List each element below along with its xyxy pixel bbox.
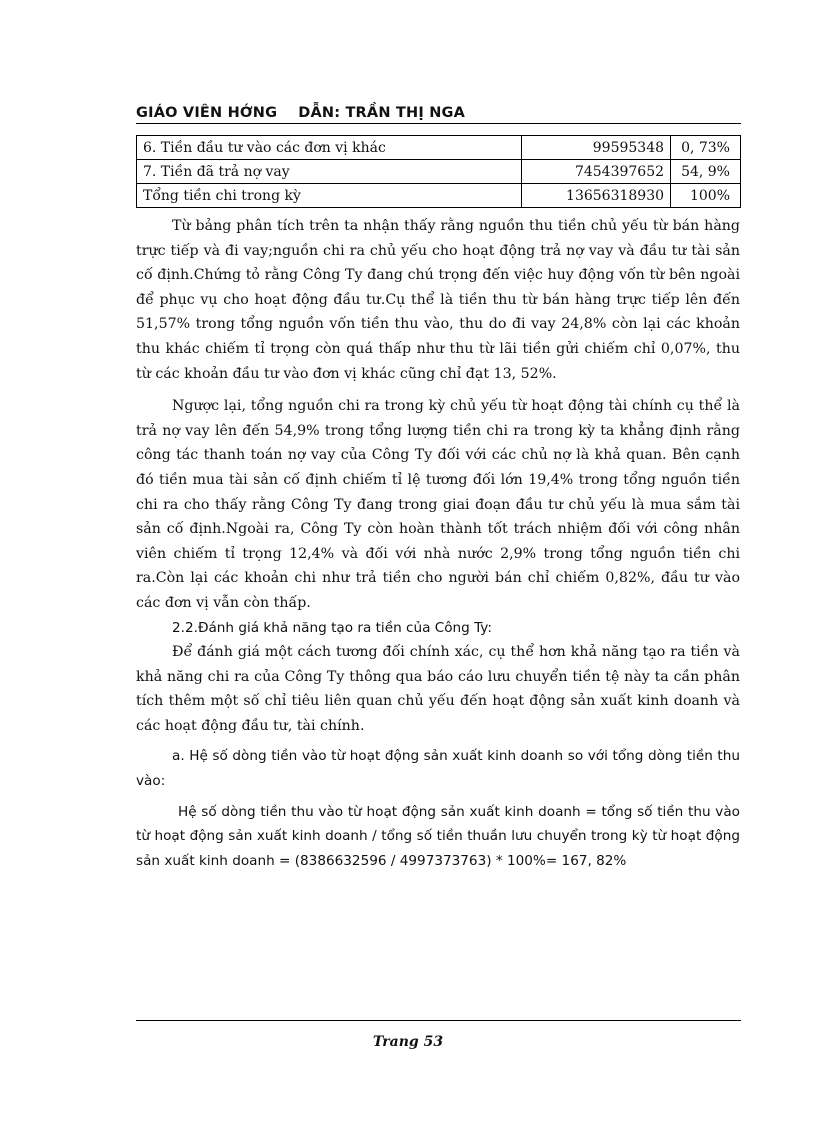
paragraph-outflow-analysis: Ngược lại, tổng nguồn chi ra trong kỳ chủ yếu từ hoạt động tài chính cụ thể là trả nợ vay lên đến 54,9% trong tổng lượng tiền chi ra trong kỳ ta khẳng định rằng công tác thanh toán nợ vay của Công Ty đối với các chủ nợ là khả quan. Bên cạnh đó tiền mua tài sản cố định chiếm tỉ lệ tương đối lớn 19,4% trong tổng nguồn tiền chi ra cho thấy rằng Công Ty đang trong giai đoạn đầu tư chủ yếu là mua sắm tài sản cố định.Ngoài ra, Công Ty còn hoàn thành tốt trách nhiệm đối với công nhân viên chiếm tỉ trọng 12,4% và đối với nhà nước 2,9% trong tổng nguồn tiền chi ra.Còn lại các khoản chi như trả tiền cho người bán chỉ chiếm 0,82%, đầu tư vào các đơn vị vẫn còn thấp. xyxy=(136,398,740,611)
table-row xyxy=(137,136,741,160)
row-amount: 7454397652 xyxy=(522,160,671,184)
row-amount: 99595348 xyxy=(522,136,671,160)
row-label: 6. Tiền đầu tư vào các đơn vị khác xyxy=(137,136,522,160)
row-percent: 0, 73% xyxy=(671,136,741,160)
paragraph-evaluation-intro: Để đánh giá một cách tương đối chính xác, cụ thể hơn khả năng tạo ra tiền và khả năng chi ra của Công Ty thông qua báo cáo lưu chuyển tiền tệ này ta cần phân tích thêm một số chỉ tiêu liên quan chủ yếu đến hoạt động sản xuất kinh doanh và các hoạt động đầu tư, tài chính. xyxy=(136,644,740,734)
page-number: Trang 53 xyxy=(372,1034,444,1050)
paragraph-ratio-a: a. Hệ số dòng tiền vào từ hoạt động sản xuất kinh doanh so với tổng dòng tiền thu vào: xyxy=(136,748,740,790)
cash-outflow-table xyxy=(136,135,741,208)
row-label: Tổng tiền chi trong kỳ xyxy=(137,184,522,208)
body-text xyxy=(136,214,740,873)
paragraph-income-analysis: Từ bảng phân tích trên ta nhận thấy rằng nguồn thu tiền chủ yếu từ bán hàng trực tiếp và đi vay;nguồn chi ra chủ yếu cho hoạt động trả nợ vay và đầu tư tài sản cố định.Chứng tỏ rằng Công Ty đang chú trọng đến việc huy động vốn từ bên ngoài để phục vụ cho hoạt động đầu tư.Cụ thể là tiền thu từ bán hàng trực tiếp lên đến 51,57% trong tổng nguồn vốn tiền thu vào, thu do đi vay 24,8% còn lại các khoản thu khác chiếm tỉ trọng còn quá thấp như thu từ lãi tiền gửi chiếm chỉ 0,07%, thu từ các khoản đầu tư vào đơn vị khác cũng chỉ đạt 13, 52%. xyxy=(136,218,740,382)
row-percent: 54, 9% xyxy=(671,160,741,184)
paragraph-ratio-formula: Hệ số dòng tiền thu vào từ hoạt động sản xuất kinh doanh = tổng số tiền thu vào từ hoạt động sản xuất kinh doanh / tổng số tiền thuần lưu chuyển trong kỳ từ hoạt động sản xuất kinh doanh = (8386632596 / 4997373763) * 100%= 167, 82% xyxy=(136,803,740,869)
table-row-total xyxy=(137,184,741,208)
row-percent: 100% xyxy=(671,184,741,208)
row-amount: 13656318930 xyxy=(522,184,671,208)
table-row xyxy=(137,160,741,184)
row-label: 7. Tiền đã trả nợ vay xyxy=(137,160,522,184)
footer-divider xyxy=(136,1020,741,1021)
section-heading: 2.2.Đánh giá khả năng tạo ra tiền của Công Ty: xyxy=(172,619,492,636)
page-header: GIÁO VIÊN HỚNG DẪN: TRẦN THỊ NGA xyxy=(136,105,741,124)
